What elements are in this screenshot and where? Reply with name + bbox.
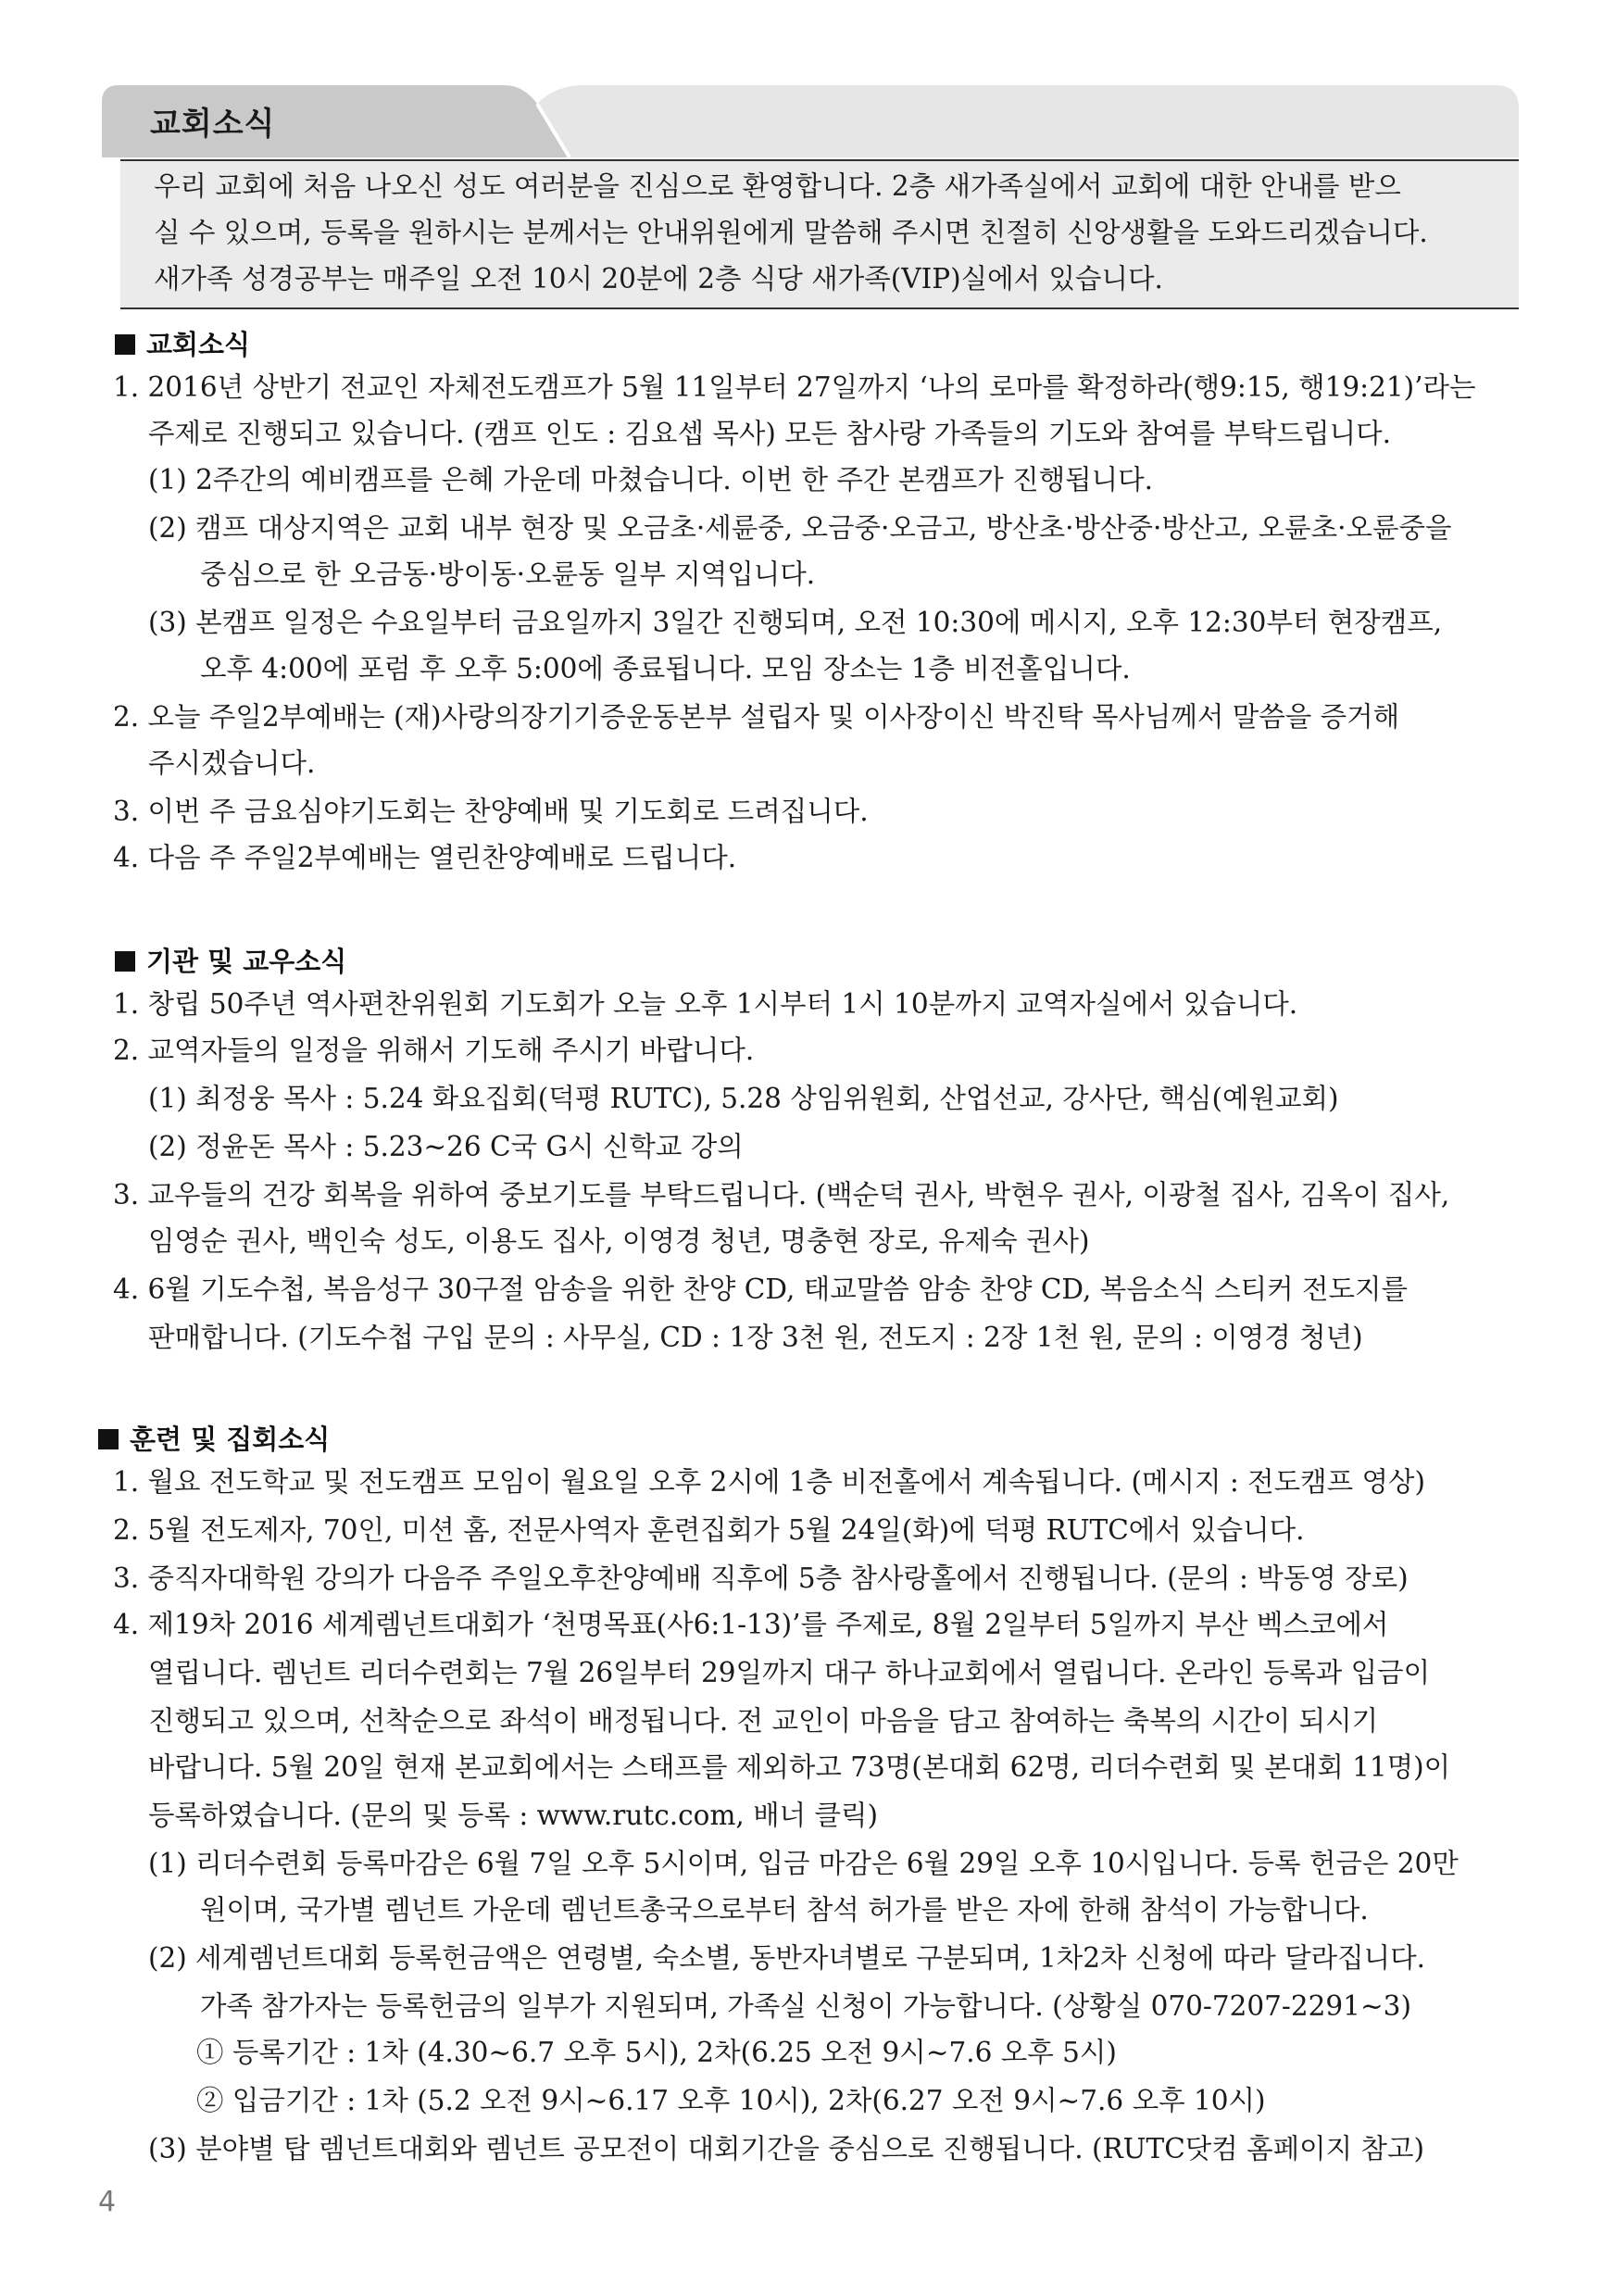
list-item: (2) 캠프 대상지역은 교회 내부 현장 및 오금초·세륜중, 오금중·오금고, 방산초·방산중·방산고, 오륜초·오륜중을 bbox=[148, 512, 1452, 544]
page-number: 4 bbox=[98, 2186, 117, 2218]
list-item: 1. 월요 전도학교 및 전도캠프 모임이 월요일 오후 2시에 1층 비전홀에서 계속됩니다. (메시지 : 전도캠프 영상) bbox=[113, 1466, 1426, 1498]
welcome-line: 실 수 있으며, 등록을 원하시는 분께서는 안내위원에게 말씀해 주시면 친절히 신앙생활을 도와드리겠습니다. bbox=[154, 217, 1428, 248]
welcome-line: 우리 교회에 처음 나오신 성도 여러분을 진심으로 환영합니다. 2층 새가족실에서 교회에 대한 안내를 받으 bbox=[154, 170, 1401, 202]
list-item: ② 입금기간 : 1차 (5.2 오전 9시~6.17 오후 10시), 2차(6.27 오전 9시~7.6 오후 10시) bbox=[196, 2085, 1266, 2116]
section-heading-label: 훈련 및 집회소식 bbox=[130, 1424, 331, 1455]
section-heading-training-news bbox=[98, 1419, 330, 1457]
square-bullet-icon bbox=[115, 951, 135, 972]
list-item: 등록하였습니다. (문의 및 등록 : www.rutc.com, 배너 클릭) bbox=[148, 1800, 879, 1831]
section-heading-label: 기관 및 교우소식 bbox=[146, 946, 347, 977]
square-bullet-icon bbox=[115, 334, 135, 355]
page-title: 교회소식 bbox=[150, 106, 276, 143]
list-item: (1) 리더수련회 등록마감은 6월 7일 오후 5시이며, 입금 마감은 6월 29일 오후 10시입니다. 등록 헌금은 20만 bbox=[148, 1848, 1459, 1879]
list-item: 2. 교역자들의 일정을 위해서 기도해 주시기 바랍니다. bbox=[113, 1035, 755, 1066]
list-item: 2. 5월 전도제자, 70인, 미션 홈, 전문사역자 훈련집회가 5월 24일(화)에 덕평 RUTC에서 있습니다. bbox=[113, 1514, 1305, 1546]
list-item: (1) 최정웅 목사 : 5.24 화요집회(덕평 RUTC), 5.28 상임위원회, 산업선교, 강사단, 핵심(예원교회) bbox=[148, 1083, 1339, 1114]
list-item: 임영순 권사, 백인숙 성도, 이용도 집사, 이영경 청년, 명충현 장로, 유제숙 권사) bbox=[148, 1225, 1090, 1257]
square-bullet-icon bbox=[98, 1429, 119, 1449]
list-item: 1. 창립 50주년 역사편찬위원회 기도회가 오늘 오후 1시부터 1시 10분까지 교역자실에서 있습니다. bbox=[113, 988, 1298, 1020]
list-item: 4. 다음 주 주일2부예배는 열린찬양예배로 드립니다. bbox=[113, 842, 737, 873]
section-header-tab bbox=[102, 85, 1519, 157]
list-item: 가족 참가자는 등록헌금의 일부가 지원되며, 가족실 신청이 가능합니다. (상황실 070-7207-2291~3) bbox=[200, 1990, 1411, 2022]
list-item: 주시겠습니다. bbox=[148, 747, 316, 779]
list-item: 1. 2016년 상반기 전교인 자체전도캠프가 5월 11일부터 27일까지 ‘나의 로마를 확정하라(행9:15, 행19:21)’라는 bbox=[113, 371, 1476, 403]
list-item: 3. 중직자대학원 강의가 다음주 주일오후찬양예배 직후에 5층 참사랑홀에서 진행됩니다. (문의 : 박동영 장로) bbox=[113, 1562, 1409, 1594]
list-item: 3. 교우들의 건강 회복을 위하여 중보기도를 부탁드립니다. (백순덕 권사, 박현우 권사, 이광철 집사, 김옥이 집사, bbox=[113, 1179, 1450, 1211]
welcome-box bbox=[120, 159, 1519, 309]
list-item: ① 등록기간 : 1차 (4.30~6.7 오후 5시), 2차(6.25 오전 9시~7.6 오후 5시) bbox=[196, 2037, 1117, 2068]
list-item: 진행되고 있으며, 선착순으로 좌석이 배정됩니다. 전 교인이 마음을 담고 참여하는 축복의 시간이 되시기 bbox=[148, 1705, 1379, 1737]
list-item: 바랍니다. 5월 20일 현재 본교회에서는 스태프를 제외하고 73명(본대회 62명, 리더수련회 및 본대회 11명)이 bbox=[148, 1751, 1451, 1783]
welcome-line: 새가족 성경공부는 매주일 오전 10시 20분에 2층 식당 새가족(VIP)실에서 있습니다. bbox=[154, 263, 1163, 295]
list-item: 판매합니다. (기도수첩 구입 문의 : 사무실, CD : 1장 3천 원, 전도지 : 2장 1천 원, 문의 : 이영경 청년) bbox=[148, 1322, 1363, 1353]
list-item: 3. 이번 주 금요심야기도회는 찬양예배 및 기도회로 드려집니다. bbox=[113, 796, 869, 827]
list-item: (2) 세계렘넌트대회 등록헌금액은 연령별, 숙소별, 동반자녀별로 구분되며, 1차2차 신청에 따라 달라집니다. bbox=[148, 1942, 1425, 1974]
list-item: 4. 제19차 2016 세계렘넌트대회가 ‘천명목표(사6:1-13)’를 주제로, 8월 2일부터 5일까지 부산 벡스코에서 bbox=[113, 1609, 1389, 1640]
list-item: 주제로 진행되고 있습니다. (캠프 인도 : 김요셉 목사) 모든 참사랑 가족들의 기도와 참여를 부탁드립니다. bbox=[148, 418, 1391, 449]
header-tab-shape bbox=[102, 85, 1519, 157]
list-item: 열립니다. 렘넌트 리더수련회는 7월 26일부터 29일까지 대구 하나교회에서 열립니다. 온라인 등록과 입금이 bbox=[148, 1657, 1431, 1688]
list-item: 중심으로 한 오금동·방이동·오륜동 일부 지역입니다. bbox=[200, 558, 816, 590]
list-item: 오후 4:00에 포럼 후 오후 5:00에 종료됩니다. 모임 장소는 1층 비전홀입니다. bbox=[200, 653, 1131, 684]
list-item: (1) 2주간의 예비캠프를 은혜 가운데 마쳤습니다. 이번 한 주간 본캠프가 진행됩니다. bbox=[148, 464, 1153, 496]
list-item: 원이며, 국가별 렘넌트 가운데 렘넌트총국으로부터 참석 허가를 받은 자에 한해 참석이 가능합니다. bbox=[200, 1894, 1369, 1926]
section-heading-label: 교회소식 bbox=[146, 329, 251, 360]
list-item: (3) 분야별 탑 렘넌트대회와 렘넌트 공모전이 대회기간을 중심으로 진행됩니다. (RUTC닷컴 홈페이지 참고) bbox=[148, 2133, 1425, 2164]
list-item: (3) 본캠프 일정은 수요일부터 금요일까지 3일간 진행되며, 오전 10:30에 메시지, 오후 12:30부터 현장캠프, bbox=[148, 607, 1443, 638]
list-item: 2. 오늘 주일2부예배는 (재)사랑의장기기증운동본부 설립자 및 이사장이신 박진탁 목사님께서 말씀을 증거해 bbox=[113, 701, 1400, 733]
section-heading-church-news bbox=[115, 324, 250, 362]
section-heading-member-news bbox=[115, 941, 346, 979]
list-item: 4. 6월 기도수첩, 복음성구 30구절 암송을 위한 찬양 CD, 태교말씀 암송 찬양 CD, 복음소식 스티커 전도지를 bbox=[113, 1273, 1408, 1305]
list-item: (2) 정윤돈 목사 : 5.23~26 C국 G시 신학교 강의 bbox=[148, 1131, 744, 1162]
